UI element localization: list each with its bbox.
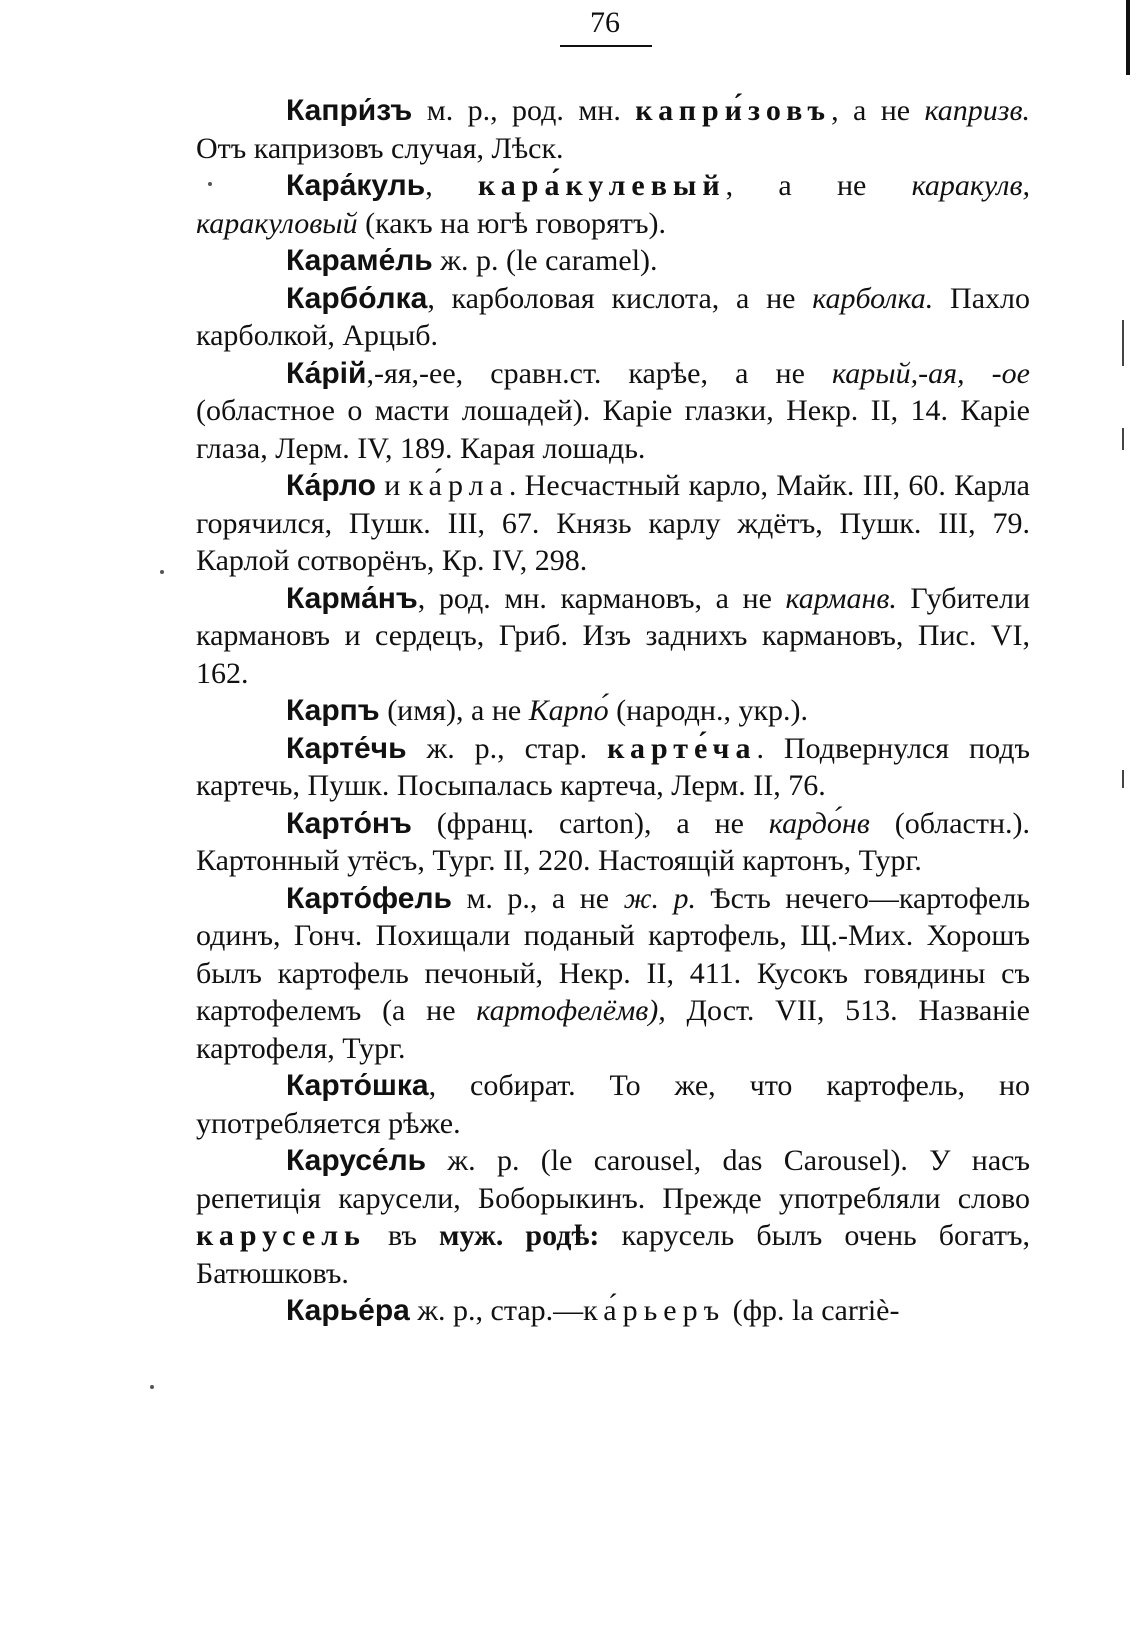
entry-text: (фр. la carriè- <box>725 1294 900 1327</box>
entry-text: ж. р., стар. <box>406 731 608 765</box>
entry-headword: Капри́зъ <box>286 94 413 127</box>
entry-headword: Карье́ра <box>286 1294 410 1327</box>
entry-text: (какъ на югѣ говорятъ). <box>357 206 666 240</box>
dictionary-entry <box>196 242 1030 280</box>
entry-text: кара́кулевый <box>477 169 726 202</box>
entry-text: карый,-ая, -ое <box>832 356 1030 390</box>
entry-text: ж. р. (le carousel, das Carousel). У насъ репетиція карусели, Боборыкинъ. Прежде употребляли слово <box>196 1144 1030 1215</box>
entry-text: ,-яя,-ее, сравн.ст. карѣе, а не <box>366 356 833 390</box>
entry-text: Губители кармановъ и сердецъ, Гриб. Изъ заднихъ кармановъ, Пис. VI, 162. <box>196 581 1031 690</box>
entry-text: капри́зовъ <box>635 94 832 127</box>
speck <box>160 570 164 574</box>
dictionary-text <box>196 92 1030 1330</box>
entry-text: Дост. VII, 513. Названіе картофеля, Тург. <box>196 994 1030 1065</box>
dictionary-entry <box>196 467 1030 580</box>
entry-text: (областное о масти лошадей). Каріе глазки, Некр. II, 14. Каріе глаза, Лерм. IV, 189. Карая лошадь. <box>196 394 1030 465</box>
entry-headword: Карто́нъ <box>286 806 412 840</box>
entry-text: (имя), а не <box>379 694 529 727</box>
entry-text: муж. родѣ: <box>439 1219 600 1252</box>
entry-text: , собират. То же, что картофель, но употребляется рѣже. <box>196 1069 1030 1140</box>
entry-text: каракулв, каракуловый <box>196 169 1030 240</box>
entry-text: картофелёмв), <box>476 994 666 1027</box>
entry-text: Карпо́ <box>528 694 609 727</box>
dictionary-entry <box>196 692 1030 730</box>
page-edge-dash <box>1122 770 1124 788</box>
entry-text: карманв. <box>785 581 897 615</box>
page-number: 76 <box>590 6 620 39</box>
entry-text: , а не <box>725 169 912 202</box>
entry-text: въ <box>365 1219 440 1252</box>
entry-text: ка́рьеръ <box>583 1294 726 1327</box>
entry-headword: Карбо́лка <box>286 281 428 315</box>
entry-text: капризв. <box>924 94 1030 127</box>
entry-text: , <box>425 169 478 202</box>
entry-text: Пахло карболкой, Арцыб. <box>196 281 1030 352</box>
entry-text: карте́ча <box>607 731 757 765</box>
entry-headword: Ка́рло <box>286 469 376 502</box>
entry-text: . Несчастный карло, Майк. III, 60. Карла горячился, Пушк. III, 67. Князь карлу ждётъ, Пушк. III, 79. Карлой сотворёнъ, Кр. IV, 298. <box>196 469 1030 577</box>
entry-text: ка́рла <box>408 469 509 502</box>
entry-text: (областн.). Картонный утёсъ, Тург. II, 220. Настоящій картонъ, Тург. <box>196 806 1030 877</box>
entry-text: карусель былъ очень богатъ, Батюшковъ. <box>196 1219 1031 1290</box>
entry-headword: Карусе́ль <box>286 1144 427 1177</box>
entry-text: Отъ капризовъ случая, Лѣск. <box>196 131 564 165</box>
page-edge-dash <box>1122 428 1124 450</box>
dictionary-entry <box>196 1292 1030 1330</box>
dictionary-entry <box>196 355 1030 468</box>
entry-headword: Карто́шка <box>286 1069 429 1102</box>
speck <box>150 1385 154 1389</box>
dictionary-entry <box>196 92 1030 167</box>
entry-text: , род. мн. кармановъ, а не <box>417 581 786 615</box>
entry-headword: Карпъ <box>286 694 380 727</box>
entry-text: карусель <box>196 1219 366 1252</box>
entry-text: Ѣсть нечего—картофель одинъ, Гонч. Похищали поданый картофель, Щ.-Мих. Хорошъ былъ картофель печоный, Некр. II, 411. Кусокъ говядины съ картофелемъ (а не <box>196 881 1031 1027</box>
entry-text: м. р., род. мн. <box>412 94 636 127</box>
entry-headword: Ка́рій <box>286 356 367 390</box>
dictionary-entry <box>196 880 1030 1068</box>
entry-headword: Кара́куль <box>286 169 426 202</box>
entry-text: и <box>375 469 409 502</box>
entry-text: ж. р. (le caramel). <box>432 244 658 277</box>
entry-text: кардо́нв <box>768 806 870 840</box>
entry-headword: Караме́ль <box>286 244 433 277</box>
entry-text: м. р., а не <box>451 881 624 915</box>
dictionary-entry <box>196 580 1030 693</box>
dictionary-entry <box>196 730 1030 805</box>
entry-text: , а не <box>831 94 925 127</box>
page-edge-mark <box>1126 0 1130 75</box>
entry-headword: Карте́чь <box>286 731 407 765</box>
dictionary-entry <box>196 167 1030 242</box>
entry-text: , карболовая кислота, а не <box>427 281 813 315</box>
entry-headword: Карто́фель <box>286 881 452 915</box>
page-edge-dash <box>1122 320 1124 366</box>
entry-headword: Карма́нъ <box>286 581 418 615</box>
dictionary-entry <box>196 1142 1030 1292</box>
dictionary-entry <box>196 1067 1030 1142</box>
entry-text: (франц. carton), а не <box>411 806 769 840</box>
dictionary-entry <box>196 280 1030 355</box>
entry-text: ж. р., стар.— <box>409 1294 584 1327</box>
entry-text: ж. р. <box>623 881 697 915</box>
entry-text: (народн., укр.). <box>608 694 809 727</box>
page-number-rule <box>560 45 652 47</box>
entry-text: . Подвернулся подъ картечь, Пушк. Посыпалась картеча, Лерм. II, 76. <box>196 731 1030 802</box>
entry-text: карболка. <box>812 281 934 315</box>
dictionary-entry <box>196 805 1030 880</box>
